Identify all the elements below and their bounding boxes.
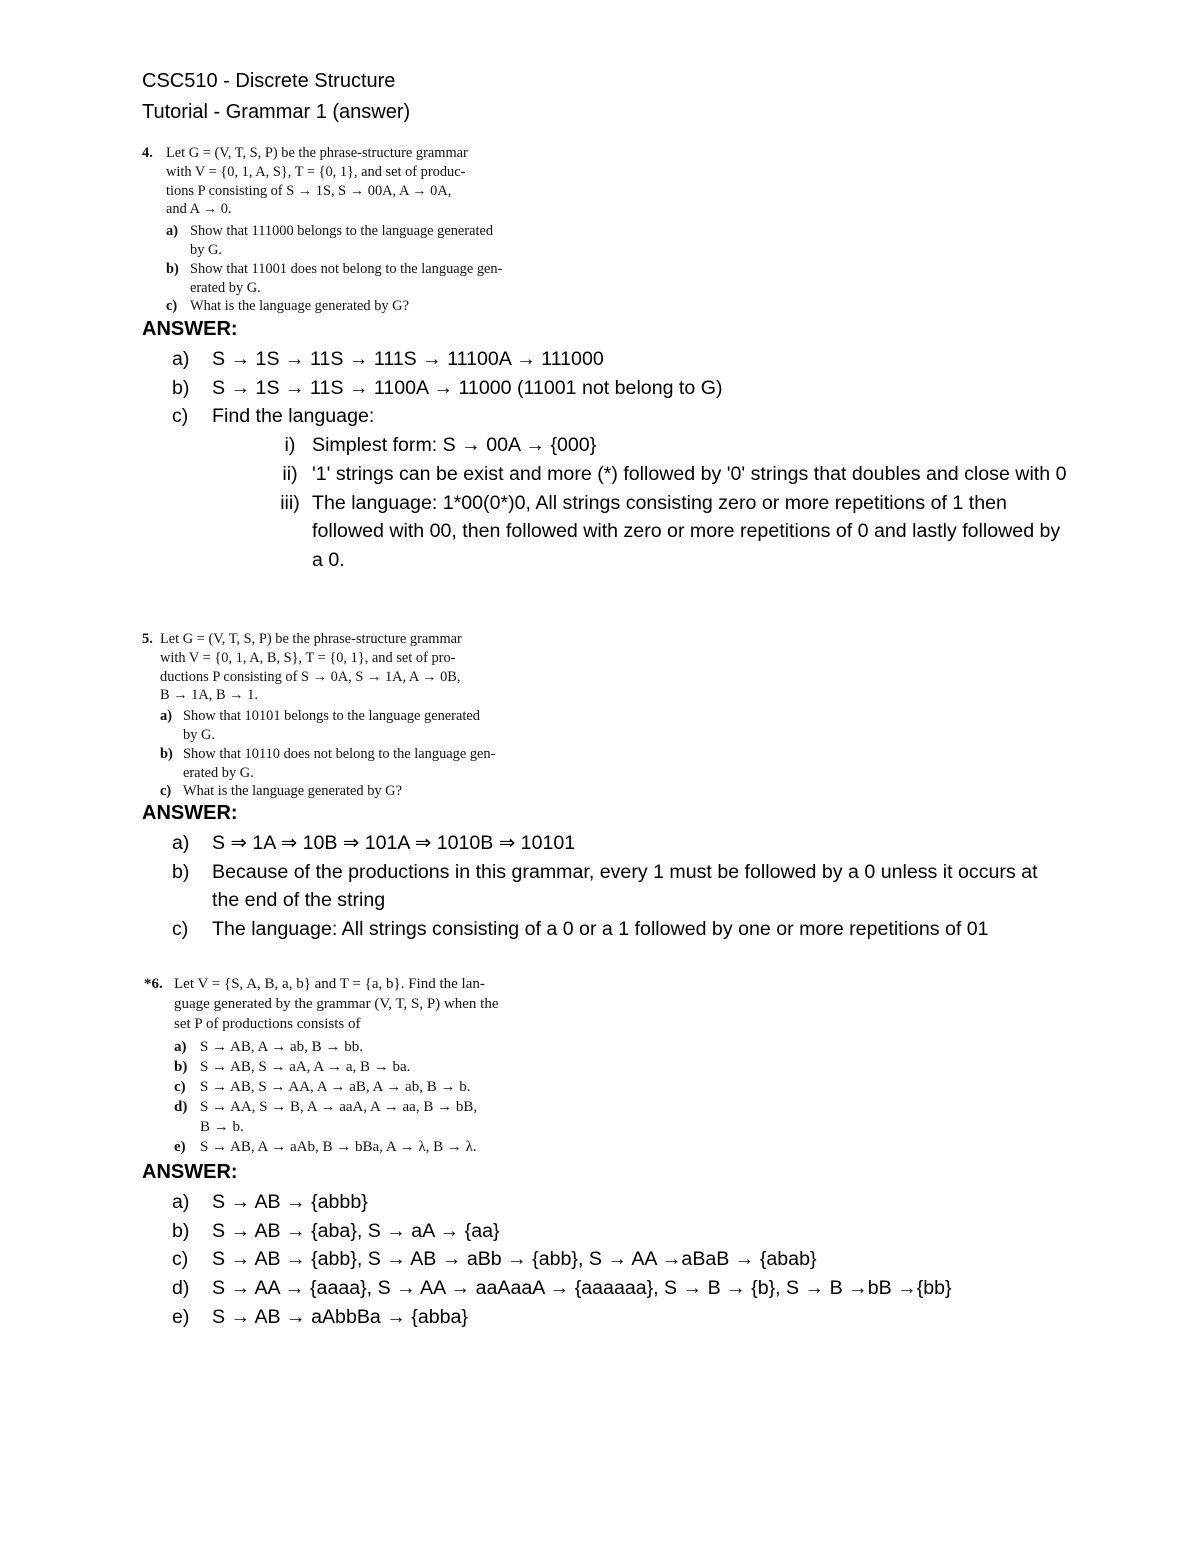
answer-text: S → AB → {abb}, S → AB → aBb → {abb}, S → AA →aBaB → {abab}: [212, 1248, 817, 1271]
exercise-part-text: Show that 11001 does not belong to the language gen-: [190, 260, 503, 277]
answer-label: a): [172, 1191, 190, 1213]
answer-heading: ANSWER:: [142, 1161, 238, 1183]
exercise-stem-line: guage generated by the grammar (V, T, S, P) when the: [174, 996, 499, 1012]
answer-text: S → 1S → 11S → 1100A → 11000 (11001 not belong to G): [212, 376, 723, 399]
exercise-stem-line: and A → 0.: [166, 201, 232, 218]
exercise-part-text: Show that 111000 belongs to the language generated: [190, 223, 494, 240]
answer-list-5: [172, 829, 1042, 944]
exercise-part-text: What is the language generated by G?: [190, 298, 409, 315]
answer-subitem: [242, 431, 1072, 460]
answer-item: [172, 1303, 1072, 1332]
answer-heading: ANSWER:: [142, 802, 238, 824]
exercise-part-text: S → AB, A → ab, B → bb.: [200, 1039, 363, 1055]
answer-text: S → 1S → 11S → 111S → 11100A → 111000: [212, 348, 604, 370]
answer-item: [172, 1217, 1072, 1246]
answer-sublabel: iii): [280, 491, 300, 514]
answer-item: [172, 829, 1042, 858]
exercise-part-text: by G.: [183, 726, 215, 743]
answer-subtext: Simplest form: S → 00A → {000}: [312, 434, 597, 457]
answer-text: Because of the productions in this grammar, every 1 must be followed by a 0 unless it occurs at the end of the string: [212, 860, 1038, 912]
exercise-stem-line: ductions P consisting of S → 0A, S → 1A, A → 0B,: [160, 668, 461, 685]
answer-subtext: The language: 1*00(0*)0, All strings consisting zero or more repetitions of 1 then followed with 00, then followed with zero or more repetitions of 0 and lastly followed by a 0.: [312, 491, 1061, 571]
exercise-part-text: erated by G.: [190, 279, 261, 296]
exercise-part-text: Show that 10110 does not belong to the language gen-: [183, 745, 496, 762]
answer-text: S → AB → aAbbBa → {abba}: [212, 1305, 468, 1328]
answer-subitem: [242, 489, 1072, 575]
exercise-stem-line: B → 1A, B → 1.: [160, 687, 258, 704]
exercise-part-label: c): [166, 298, 178, 315]
exercise-part-label: a): [160, 708, 172, 725]
exercise-stem-line: Let G = (V, T, S, P) be the phrase-structure grammar: [166, 145, 468, 161]
exercise-part-label: d): [174, 1099, 188, 1115]
answer-sublabel: i): [284, 434, 296, 457]
exercise-stem-line: with V = {0, 1, A, B, S}, T = {0, 1}, and set of pro-: [160, 649, 456, 666]
exercise-part-label: c): [174, 1079, 186, 1095]
exercise-part-text: S → AA, S → B, A → aaA, A → aa, B → bB,: [200, 1099, 478, 1115]
exercise-part-text: erated by G.: [183, 764, 254, 781]
exercise-part-label: a): [174, 1039, 187, 1055]
answer-item: [172, 915, 1042, 944]
answer-sublabel: ii): [282, 462, 298, 485]
exercise-part-label: b): [174, 1059, 188, 1075]
answer-label: b): [172, 860, 190, 883]
answer-heading: ANSWER:: [142, 318, 238, 340]
exercise-part-text: Show that 10101 belongs to the language generated: [183, 708, 480, 725]
exercise-stem-line: tions P consisting of S → 1S, S → 00A, A → 0A,: [166, 182, 452, 199]
exercise-stem-line: Let G = (V, T, S, P) be the phrase-structure grammar: [160, 631, 462, 647]
exercise-part-text: What is the language generated by G?: [183, 783, 402, 800]
answer-text: The language: All strings consisting of a 0 or a 1 followed by one or more repetitions of 01: [212, 918, 989, 941]
answer-label: e): [172, 1305, 190, 1328]
answer-subtext: '1' strings can be exist and more (*) followed by '0' strings that doubles and close with 0: [312, 462, 1067, 485]
exercise-stem-line: with V = {0, 1, A, S}, T = {0, 1}, and set of produc-: [166, 163, 466, 180]
answer-item: [172, 374, 1072, 403]
exercise-stem-line: Let V = {S, A, B, a, b} and T = {a, b}. Find the lan-: [174, 976, 485, 992]
answer-text: S → AA → {aaaa}, S → AA → aaAaaA → {aaaaaa}, S → B → {b}, S → B →bB →{bb}: [212, 1277, 952, 1300]
exercise-part-text: by G.: [190, 241, 222, 258]
answer-label: b): [172, 1219, 190, 1242]
answer-item: [172, 1245, 1072, 1274]
answer-item: [172, 345, 1072, 374]
answer-text: S ⇒ 1A ⇒ 10B ⇒ 101A ⇒ 1010B ⇒ 10101: [212, 832, 576, 854]
answer-subitem: [242, 460, 1072, 489]
course-title: CSC510 - Discrete Structure: [142, 70, 396, 92]
answer-text: Find the language:: [212, 405, 375, 428]
answer-label: b): [172, 376, 190, 399]
answer-label: c): [172, 405, 189, 428]
answer-sublist: [242, 431, 1072, 575]
tutorial-subtitle: Tutorial - Grammar 1 (answer): [142, 101, 411, 123]
answer-item: [172, 402, 1072, 574]
answer-label: d): [172, 1277, 190, 1300]
exercise-part-label: e): [174, 1139, 186, 1155]
answer-label: a): [172, 832, 190, 854]
answer-text: S → AB → {abbb}: [212, 1191, 368, 1213]
exercise-part-text: B → b.: [200, 1119, 244, 1135]
exercise-part-text: S → AB, S → aA, A → a, B → ba.: [200, 1059, 411, 1075]
exercise-6: [142, 974, 499, 1157]
answer-item: [172, 858, 1042, 915]
exercise-5: [142, 630, 495, 801]
answer-label: a): [172, 348, 190, 370]
answer-label: c): [172, 1248, 189, 1271]
exercise-stem-line: set P of productions consists of: [174, 1016, 361, 1032]
exercise-part-text: S → AB, A → aAb, B → bBa, A → λ, B → λ.: [200, 1139, 477, 1155]
answer-item: [172, 1274, 1072, 1303]
exercise-part-label: a): [166, 223, 178, 240]
exercise-4: [142, 144, 502, 316]
answer-list-4: [172, 345, 1072, 575]
exercise-part-label: b): [166, 260, 179, 277]
answer-item: [172, 1188, 1072, 1217]
exercise-number: *6.: [144, 976, 163, 992]
exercise-part-label: c): [160, 783, 172, 800]
exercise-number: 4.: [142, 145, 153, 161]
answer-text: S → AB → {aba}, S → aA → {aa}: [212, 1219, 500, 1242]
exercise-part-label: b): [160, 745, 173, 762]
exercise-number: 5.: [142, 631, 153, 647]
answer-label: c): [172, 918, 189, 941]
answer-list-6: [172, 1188, 1072, 1332]
exercise-part-text: S → AB, S → AA, A → aB, A → ab, B → b.: [200, 1079, 471, 1095]
